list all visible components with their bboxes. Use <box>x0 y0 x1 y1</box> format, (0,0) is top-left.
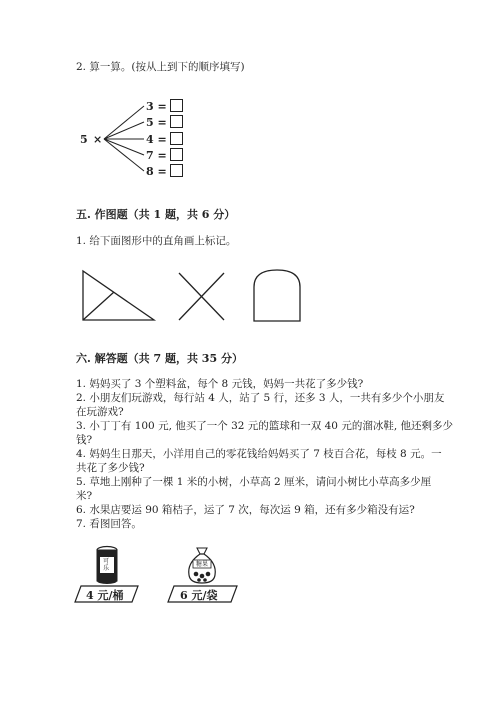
question-line: 米? <box>76 490 93 502</box>
section6-heading: 六. 解答题（共 7 题，共 35 分） <box>76 352 243 365</box>
bag-label: 糖果 <box>195 561 208 568</box>
arched-shape-figure <box>251 267 303 324</box>
question-line: 6. 水果店要运 90 箱桔子，运了 7 次，每次运 9 箱，还有多少箱没有运? <box>76 504 415 516</box>
q2-title: 2. 算一算。(按从上到下的顺序填写) <box>76 61 245 73</box>
question-line: 1. 妈妈买了 3 个塑料盆，每个 8 元钱，妈妈一共花了多少钱? <box>76 378 364 390</box>
factor: 8 <box>146 165 154 178</box>
question-line: 3. 小丁丁有 100 元, 他买了一个 32 元的篮球和一双 40 元的溜冰鞋, 他还剩多少 <box>76 420 453 432</box>
equation-row <box>146 132 183 146</box>
question-line: 共花了多少钱? <box>76 462 145 474</box>
question-line: 5. 草地上刚种了一棵 1 米的小树，小草高 2 厘米，请问小树比小草高多少厘 <box>76 476 432 488</box>
factor: 7 <box>146 149 154 162</box>
equals-sign: = <box>157 149 167 162</box>
multiplication-diagram <box>80 96 200 181</box>
can-label: 可乐 <box>102 558 109 572</box>
equals-sign: = <box>157 165 167 178</box>
fan-lines <box>102 96 147 181</box>
right-triangle-figure <box>80 268 160 324</box>
answer-box[interactable] <box>170 99 183 112</box>
equation-row <box>146 115 183 129</box>
factor: 4 <box>146 133 154 146</box>
bag-price: 6 元/袋 <box>180 589 218 602</box>
times-sign: × <box>93 133 103 146</box>
factor: 5 <box>146 116 154 129</box>
equals-sign: = <box>157 133 167 146</box>
answer-box[interactable] <box>170 148 183 161</box>
answer-box[interactable] <box>170 115 183 128</box>
multiplicand: 5 <box>80 133 88 146</box>
question-line: 2. 小朋友们玩游戏，每行站 4 人，站了 5 行，还多 3 人，一共有多少个小朋友 <box>76 392 445 404</box>
section5-heading: 五. 作图题（共 1 题，共 6 分） <box>76 208 236 221</box>
question-line: 在玩游戏? <box>76 406 124 418</box>
equals-sign: = <box>157 116 167 129</box>
can-price: 4 元/桶 <box>86 589 124 602</box>
section5-q1: 1. 给下面图形中的直角画上标记。 <box>76 235 237 247</box>
equation-row <box>146 99 183 113</box>
equation-row <box>146 148 183 162</box>
question-line: 钱? <box>76 434 93 446</box>
question-line: 7. 看图回答。 <box>76 518 142 530</box>
equals-sign: = <box>157 100 167 113</box>
answer-box[interactable] <box>170 164 183 177</box>
question-line: 4. 妈妈生日那天，小洋用自己的零花钱给妈妈买了 7 枝百合花，每枝 8 元。一 <box>76 448 442 460</box>
answer-box[interactable] <box>170 132 183 145</box>
section6-questions <box>76 377 453 531</box>
crossing-lines-figure <box>176 270 228 324</box>
equation-row <box>146 164 183 178</box>
factor: 3 <box>146 100 154 113</box>
